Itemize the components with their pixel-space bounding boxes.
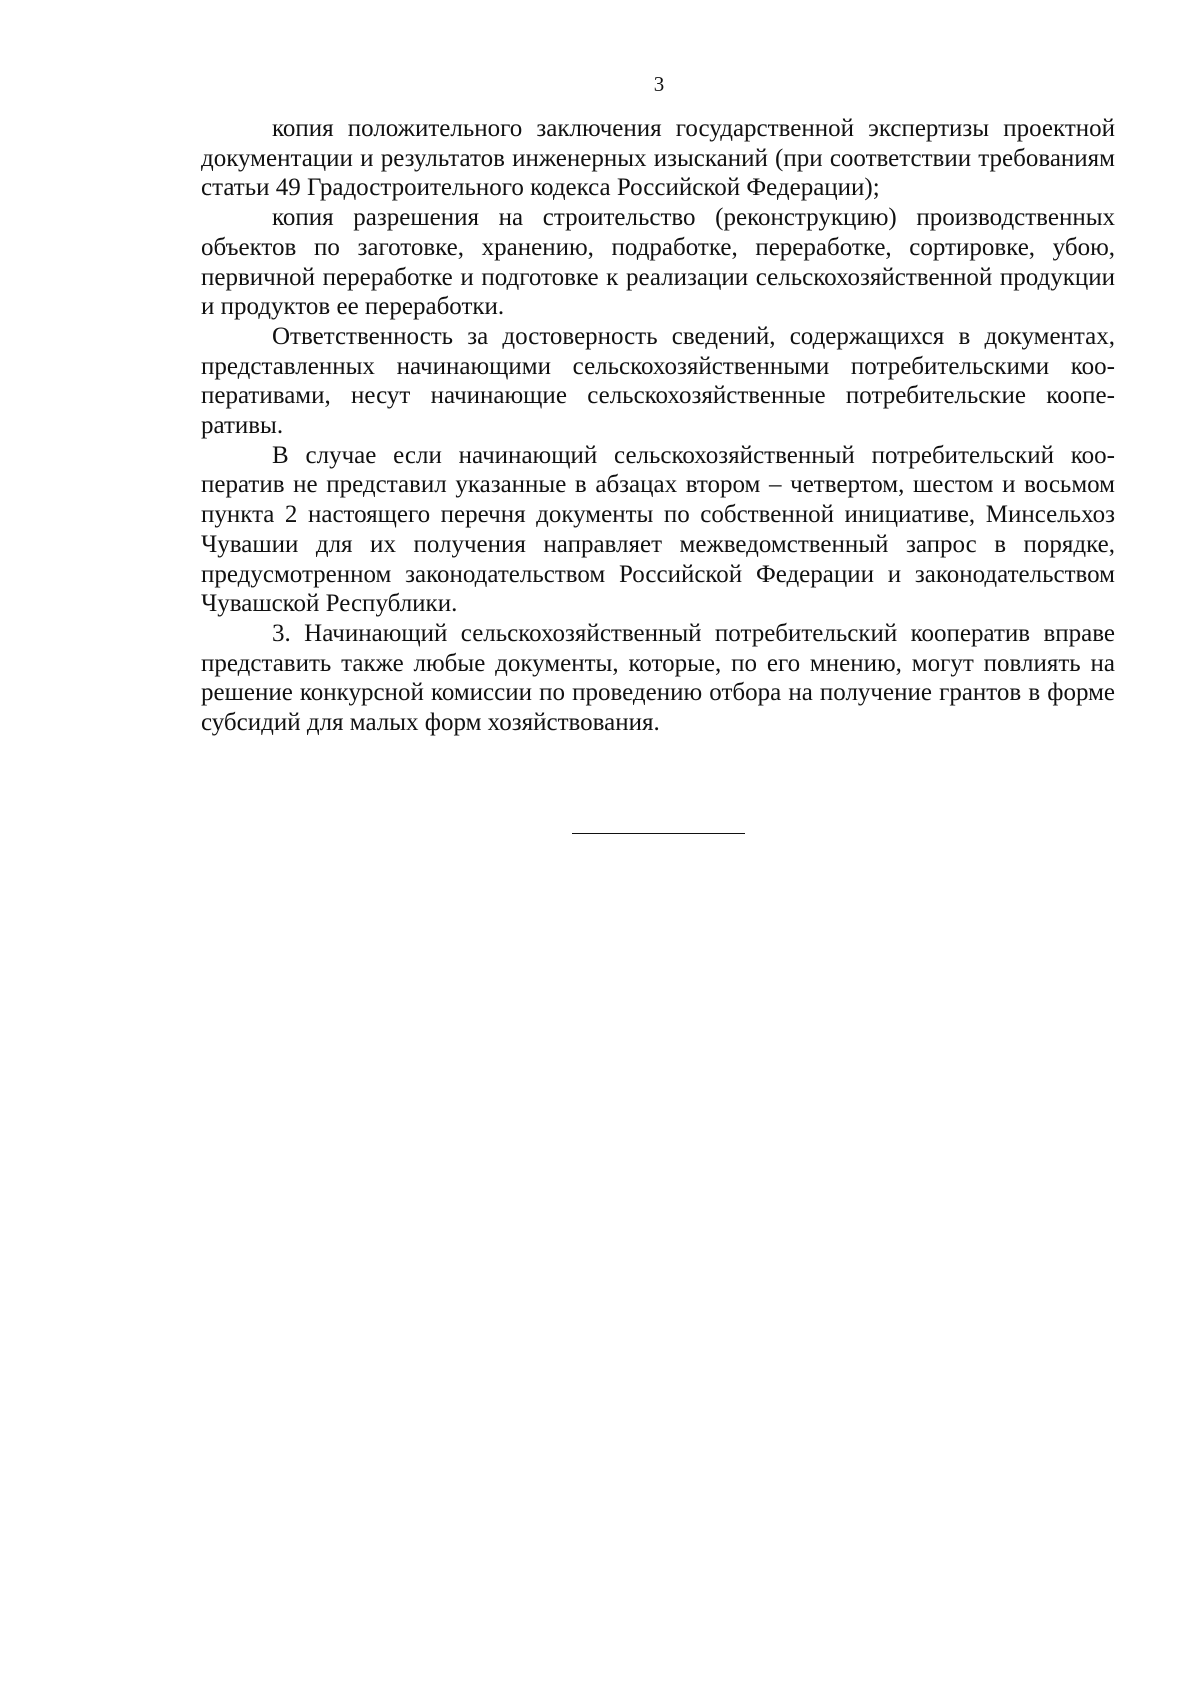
closing-divider-line <box>572 833 745 834</box>
paragraph-responsibility: Ответственность за достоверность сведений, содержащихся в документах, представленных начинающими сельскохозяйственными потребительскими кооперативами, несут начинающие сельскохозяйственные потребительские кооперативы. <box>201 322 1115 440</box>
paragraph-interagency-request: В случае если начинающий сельскохозяйственный потребительский кооператив не представил указанные в абзацах втором – четвертом, шестом и восьмом пункта 2 настоящего перечня документы по собственной инициативе, Минсельхоз Чувашии для их получения направляет межведомственный запрос в порядке, предусмотренном законодательством Российской Федерации и законодательством Чувашской Республики. <box>201 441 1115 618</box>
page-number: 3 <box>653 72 665 96</box>
paragraph-additional-documents: 3. Начинающий сельскохозяйственный потребительский кооператив вправе представить также любые документы, которые, по его мнению, могут повлиять на решение конкурсной комиссии по проведению отбора на получение грантов в форме субсидий для малых форм хозяйствования. <box>201 619 1115 737</box>
document-body <box>201 114 1115 738</box>
paragraph-expertise-copy: копия положительного заключения государственной экспертизы проектной документации и результатов инженерных изысканий (при соответствии требованиям статьи 49 Градостроительного кодекса Российской Федерации); <box>201 115 1115 202</box>
paragraph-construction-permit-copy: копия разрешения на строительство (реконструкцию) производственных объектов по заготовке, хранению, подработке, переработке, сортировке, убою, первичной переработке и подготовке к реализации сельскохозяйственной продукции и продуктов ее переработки. <box>201 204 1115 321</box>
